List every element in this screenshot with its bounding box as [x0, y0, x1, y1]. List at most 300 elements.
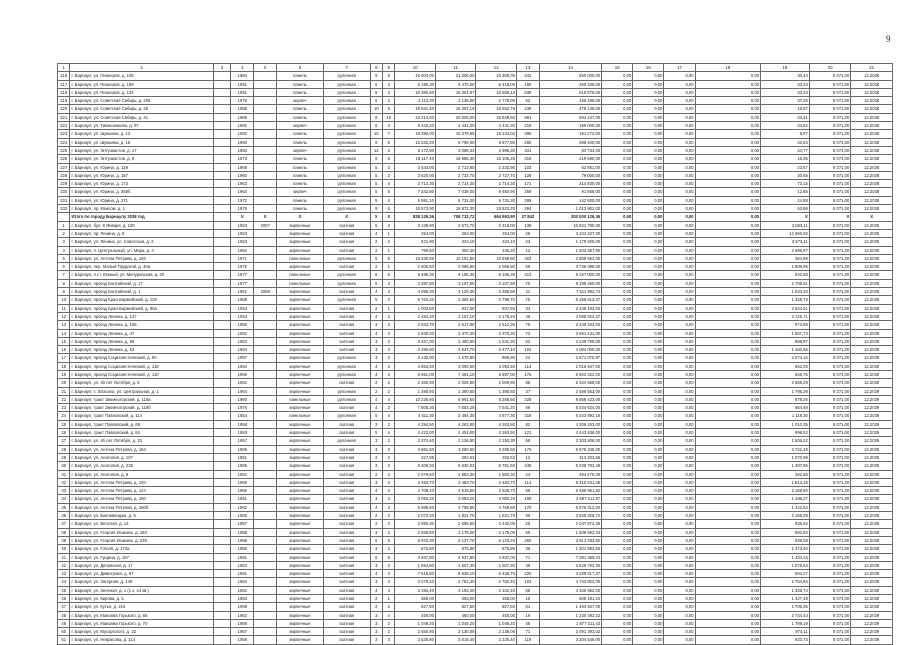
table-cell: 2 167,10 [435, 312, 476, 320]
table-cell: панель [277, 163, 324, 171]
table-cell: 0,00 [664, 586, 695, 594]
table-cell: 91 566,00 [539, 188, 601, 196]
table-cell: 0,00 [695, 545, 760, 553]
table-cell: 0,00 [602, 619, 633, 627]
table-cell: 4 708,10 [395, 487, 436, 495]
table-cell: 8 071,00 [809, 238, 851, 246]
table-cell: 1 557,74 [761, 329, 810, 337]
table-cell: 0,00 [633, 180, 664, 188]
table-cell: 3 [370, 346, 382, 354]
table-cell: 47 [58, 603, 70, 611]
table-cell: 4 [383, 578, 395, 586]
table-cell: 3 172,50 [395, 146, 436, 154]
table-cell: 0,00 [602, 536, 633, 544]
table-cell: 2 166,29 [761, 512, 810, 520]
table-cell: кирпичные [277, 528, 324, 536]
table-cell: кирпичные [277, 354, 324, 362]
table-cell: 313 [516, 271, 539, 279]
table-cell [213, 354, 231, 362]
table-cell: 6 923,30 [395, 536, 436, 544]
table-cell: 12.2038 [851, 171, 893, 179]
table-cell: г. Барнаул, проезд Социалистический, д. 90 [70, 354, 213, 362]
table-cell: 8 [58, 279, 70, 287]
table-cell: 33,34 [761, 88, 810, 96]
table-cell [213, 603, 231, 611]
table-cell: 2 [383, 528, 395, 536]
table-cell: 9 186,30 [435, 271, 476, 279]
table-cell [213, 213, 231, 221]
table-cell: 3 [383, 163, 395, 171]
table-cell: 170 [516, 503, 539, 511]
table-cell: 0,00 [695, 636, 760, 644]
table-cell: 3 093,50 [476, 362, 517, 370]
table-cell [254, 636, 277, 644]
table-cell [213, 503, 231, 511]
table-cell: 0,00 [664, 279, 695, 287]
table-cell: 2 528 764,30 [539, 561, 601, 569]
table-cell: 12.2039 [851, 487, 893, 495]
table-cell: 2 [383, 437, 395, 445]
table-cell: 2 [370, 595, 382, 603]
table-cell: 0,00 [633, 520, 664, 528]
table-cell: 2 [383, 603, 395, 611]
table-cell: скатная [323, 221, 370, 229]
table-cell: 1 578,54 [761, 561, 810, 569]
table-cell: кирпичные [277, 387, 324, 395]
table-cell: 38 [516, 545, 539, 553]
table-cell: 3 107,80 [476, 279, 517, 287]
table-row [58, 362, 893, 370]
table-cell: 1982 [231, 130, 254, 138]
table-cell: 0,00 [633, 379, 664, 387]
table-cell: 2 130,09 [435, 628, 476, 636]
table-cell [254, 603, 277, 611]
table-cell: 2 494,20 [395, 312, 436, 320]
table-cell: 0,00 [633, 570, 664, 578]
column-number-header: 13 [516, 64, 539, 72]
table-cell: 0,00 [695, 271, 760, 279]
table-cell: 8 071,00 [809, 412, 851, 420]
table-cell: 31 [58, 470, 70, 478]
table-cell: 331 [516, 146, 539, 154]
page-number: 9 [886, 34, 891, 44]
table-cell: 0,00 [695, 171, 760, 179]
table-cell: 0,00 [633, 279, 664, 287]
table-row [58, 603, 893, 611]
table-cell: г. Барнаул, проезд Ленина, д. 47 [70, 329, 213, 337]
table-cell: 1 [383, 304, 395, 312]
table-cell: скатная [323, 321, 370, 329]
table-cell: скатная [323, 487, 370, 495]
table-cell [213, 221, 231, 229]
table-cell [254, 329, 277, 337]
table-cell: 20 [58, 379, 70, 387]
table-cell: 9 186,30 [476, 271, 517, 279]
table-cell: 302 000 126,36 [539, 213, 601, 221]
table-cell: 0,00 [602, 453, 633, 461]
table-cell: скатная [323, 636, 370, 644]
table-cell: 327,85 [395, 453, 436, 461]
capital-repair-table [57, 63, 893, 645]
table-cell: 2 [383, 379, 395, 387]
table-cell [213, 196, 231, 204]
table-cell: 220 [516, 570, 539, 578]
table-cell: 23 [58, 404, 70, 412]
table-cell: кирпичные [277, 595, 324, 603]
table-cell: 0,00 [664, 155, 695, 163]
table-cell: 313 303,56 [539, 453, 601, 461]
table-cell [254, 512, 277, 520]
table-cell: 2 [370, 520, 382, 528]
table-cell: 0,00 [695, 512, 760, 520]
table-cell: скатная [323, 536, 370, 544]
table-cell: 5 [370, 279, 382, 287]
table-cell: 3 396,90 [476, 288, 517, 296]
column-number-header-row [58, 64, 893, 72]
table-cell: 2 [58, 229, 70, 237]
table-cell: панель [277, 72, 324, 80]
table-cell [254, 296, 277, 304]
table-cell: 0,00 [633, 146, 664, 154]
table-cell: 3 515,00 [435, 487, 476, 495]
table-cell: 12.2038 [851, 146, 893, 154]
table-cell: кирпичные [277, 229, 324, 237]
table-cell: 3 [370, 437, 382, 445]
table-cell: 8 071,00 [809, 512, 851, 520]
table-cell: 41 [58, 553, 70, 561]
table-cell: 1961 [231, 495, 254, 503]
table-cell: 4 306 253,00 [539, 420, 601, 428]
table-cell: 0,00 [602, 429, 633, 437]
table-cell: 0,00 [664, 561, 695, 569]
table-cell: 1993 [231, 138, 254, 146]
table-cell: 3 [370, 545, 382, 553]
table-cell [254, 254, 277, 262]
table-cell: 3 [370, 578, 382, 586]
table-cell: 8 071,00 [809, 337, 851, 345]
table-cell: 12 [516, 453, 539, 461]
column-number-header: 6 [277, 64, 324, 72]
table-cell: 20 605,00 [435, 113, 476, 121]
table-cell: 0,00 [633, 586, 664, 594]
table-cell: панельные [277, 271, 324, 279]
table-row [58, 578, 893, 586]
table-row [58, 470, 893, 478]
table-cell: 2 517,80 [435, 321, 476, 329]
table-cell: 5 [370, 536, 382, 544]
table-cell: 0,00 [602, 188, 633, 196]
table-cell [213, 370, 231, 378]
table-cell: 0,00 [633, 404, 664, 412]
table-cell: 8 651,00 [395, 370, 436, 378]
table-cell: скатная [323, 229, 370, 237]
table-cell: г. Барнаул, проезд Ленина, д. 127 [70, 312, 213, 320]
table-cell: 5 731,30 [476, 196, 517, 204]
table-cell: скатная [323, 404, 370, 412]
table-cell: 12.2038 [851, 122, 893, 130]
table-cell: 0,00 [664, 553, 695, 561]
table-cell [213, 122, 231, 130]
table-row [58, 619, 893, 627]
table-cell: 2008 [254, 288, 277, 296]
table-cell: 3 102,40 [476, 586, 517, 594]
table-cell: 0,00 [602, 80, 633, 88]
table-cell: скатная [323, 263, 370, 271]
table-cell [213, 138, 231, 146]
table-cell: 450,00 [395, 611, 436, 619]
table-cell: 0,00 [633, 163, 664, 171]
table-cell: 227 [58, 163, 70, 171]
table-cell: 1 160,66 [761, 346, 810, 354]
capital-repair-table-container [57, 63, 893, 645]
table-cell [213, 279, 231, 287]
table-cell: 8 071,00 [809, 536, 851, 544]
table-cell: 46 [58, 595, 70, 603]
table-cell: 0,00 [602, 329, 633, 337]
table-cell: 6 [383, 105, 395, 113]
table-row [58, 520, 893, 528]
table-cell: 828 139,36 [395, 213, 436, 221]
table-cell: 2 830,20 [395, 329, 436, 337]
table-cell: 0,00 [602, 387, 633, 395]
table-row [58, 180, 893, 188]
table-cell: 36 [58, 512, 70, 520]
table-cell: 229 [58, 180, 70, 188]
column-number-header: 4 [231, 64, 254, 72]
table-cell [213, 321, 231, 329]
table-cell: 2 [370, 453, 382, 461]
table-cell: г. Барнаул, проезд Балтийский, д. 17 [70, 279, 213, 287]
table-cell: 0,00 [602, 113, 633, 121]
table-cell: 0,00 [695, 238, 760, 246]
table-cell: 0,00 [633, 561, 664, 569]
table-cell [254, 379, 277, 387]
column-number-header: 10 [395, 64, 436, 72]
table-cell: 1954 [231, 346, 254, 354]
table-cell: 6 [383, 271, 395, 279]
table-cell [213, 304, 231, 312]
table-cell [213, 404, 231, 412]
table-cell: X [809, 213, 851, 221]
table-row [58, 163, 893, 171]
table-cell: 0,00 [633, 130, 664, 138]
table-cell: 3 [370, 561, 382, 569]
table-cell: панель [277, 130, 324, 138]
table-cell: 8 071,00 [809, 122, 851, 130]
table-cell: 0,00 [602, 304, 633, 312]
table-cell: 2 528,70 [476, 487, 517, 495]
table-cell: 0,00 [695, 578, 760, 586]
table-cell: 0,00 [695, 138, 760, 146]
table-cell: 0,00 [602, 130, 633, 138]
table-cell: панель [277, 205, 324, 213]
table-cell: 7 [58, 271, 70, 279]
table-cell: 0,00 [633, 412, 664, 420]
table-cell: рулонная [323, 122, 370, 130]
table-cell: 923,73 [761, 636, 810, 644]
table-cell: 2 558,50 [395, 528, 436, 536]
table-row [58, 545, 893, 553]
table-cell: 0,00 [633, 346, 664, 354]
table-cell: 75 [516, 296, 539, 304]
table-cell: 3 [370, 478, 382, 486]
table-cell: 0,00 [695, 155, 760, 163]
table-cell: 24,77 [761, 146, 810, 154]
table-cell: 3 861,50 [395, 445, 436, 453]
table-cell: 0,00 [664, 478, 695, 486]
table-cell: г. Барнаул, ул. Загорная, д. 149 [70, 578, 213, 586]
table-cell: 1 326,74 [761, 586, 810, 594]
table-cell: г. Барнаул, п.г.т. Южный, ул. Мичуринская, д. 20 [70, 271, 213, 279]
table-cell: 12.2039 [851, 329, 893, 337]
table-row [58, 271, 893, 279]
table-cell: 12.2039 [851, 528, 893, 536]
table-cell: 109 [516, 495, 539, 503]
table-cell: 27 [58, 437, 70, 445]
table-cell [254, 462, 277, 470]
table-cell: кирпичные [277, 321, 324, 329]
table-cell: 1991 [231, 88, 254, 96]
table-cell: 82 [516, 420, 539, 428]
column-number-header: 11 [435, 64, 476, 72]
table-cell: кирпичные [277, 628, 324, 636]
table-row [58, 561, 893, 569]
table-cell: 1 789,19 [761, 619, 810, 627]
table-cell: 10 [370, 105, 382, 113]
table-cell: скатная [323, 561, 370, 569]
table-cell: 1963 [231, 595, 254, 603]
table-cell: 2 232,90 [476, 163, 517, 171]
table-cell: 0,00 [664, 138, 695, 146]
table-cell: рулонная [323, 130, 370, 138]
table-cell: 3 516,40 [435, 636, 476, 644]
table-cell: 37 [516, 387, 539, 395]
table-cell [254, 163, 277, 171]
table-cell: 50 [58, 628, 70, 636]
table-cell: скатная [323, 512, 370, 520]
table-cell: панель [277, 138, 324, 146]
table-cell: 4 [383, 288, 395, 296]
table-cell: 3 946 326,72 [539, 512, 601, 520]
table-cell: 12.2039 [851, 445, 893, 453]
table-cell: 1954 [231, 362, 254, 370]
table-cell: 8 071,00 [809, 387, 851, 395]
table-row [58, 105, 893, 113]
table-cell [213, 595, 231, 603]
table-row [58, 246, 893, 254]
table-cell: 32 [58, 478, 70, 486]
table-cell: 12.2039 [851, 263, 893, 271]
table-cell: 4 [383, 586, 395, 594]
table-cell: 0,00 [602, 196, 633, 204]
table-cell: 175 [516, 370, 539, 378]
table-cell: 542,88 [761, 271, 810, 279]
table-cell: г. Барнаул, проезд Балтийский, д. 1 [70, 288, 213, 296]
table-cell: 113 [516, 362, 539, 370]
table-cell: 350,40 [435, 246, 476, 254]
column-number-header: 15 [602, 64, 633, 72]
table-cell: 2 734,43 [761, 611, 810, 619]
table-cell: кирпичные [277, 404, 324, 412]
table-cell: г. Барнаул, ул. Юрина, д. 129 [70, 163, 213, 171]
table-cell: г. Барнаул, ул. Анатолия, д. 235 [70, 462, 213, 470]
table-cell: 0,00 [602, 279, 633, 287]
table-cell: 1 883,30 [476, 470, 517, 478]
table-cell: 12.2038 [851, 80, 893, 88]
table-cell: 2 [383, 354, 395, 362]
table-cell: 0,00 [633, 487, 664, 495]
table-cell: 4 [383, 279, 395, 287]
table-cell: 2 [383, 337, 395, 345]
table-cell [254, 536, 277, 544]
table-cell: кирпичные [277, 362, 324, 370]
table-row [58, 553, 893, 561]
table-cell: 3 483,70 [395, 478, 436, 486]
table-cell: 292,53 [476, 453, 517, 461]
table-cell: г. Барнаул, ул. Веселая, д. 14 [70, 520, 213, 528]
table-cell: 0,00 [633, 321, 664, 329]
table-cell: 0,00 [695, 595, 760, 603]
table-cell: 0,00 [695, 354, 760, 362]
table-cell: 0,00 [695, 88, 760, 96]
table-cell: 52 [516, 337, 539, 345]
table-cell: 4 263,80 [476, 420, 517, 428]
table-cell [213, 188, 231, 196]
table-cell: 335,20 [476, 246, 517, 254]
table-cell: 62 [516, 97, 539, 105]
table-cell: 12.2039 [851, 536, 893, 544]
table-cell: 0,00 [602, 146, 633, 154]
table-cell: 0,00 [664, 437, 695, 445]
table-cell: 16 390,60 [395, 88, 436, 96]
table-cell: 3 543,00 [395, 163, 436, 171]
table-cell: 0,00 [602, 122, 633, 130]
table-cell: кирпичные [277, 636, 324, 644]
table-cell: 228 [58, 171, 70, 179]
table-cell [254, 595, 277, 603]
table-cell [254, 188, 277, 196]
table-cell: г. Барнаул, ул. Георгия Исакова, д. 235 [70, 536, 213, 544]
table-cell: 2 505,50 [395, 263, 436, 271]
table-cell: 0,00 [602, 512, 633, 520]
table-row [58, 462, 893, 470]
table-cell: 0,00 [695, 196, 760, 204]
table-cell [254, 321, 277, 329]
table-cell: рулонная [323, 113, 370, 121]
table-cell: 26 [516, 229, 539, 237]
table-cell: г. Барнаул, проезд Социалистический, д. 118 [70, 362, 213, 370]
table-cell: 9 [370, 205, 382, 213]
table-cell: 1 049,20 [395, 619, 436, 627]
table-row [58, 80, 893, 88]
table-cell: 0,00 [664, 487, 695, 495]
table-cell: 1958 [231, 478, 254, 486]
column-number-header: 5 [254, 64, 277, 72]
table-cell: 2 [383, 453, 395, 461]
table-cell: 0,00 [664, 246, 695, 254]
table-cell: кирпичные [277, 561, 324, 569]
table-cell: панельные [277, 412, 324, 420]
table-cell: 8 071,00 [809, 72, 851, 80]
table-cell: 2 066,80 [476, 263, 517, 271]
table-cell: 5 [370, 429, 382, 437]
table-cell: скатная [323, 553, 370, 561]
table-cell: 8 071,00 [809, 130, 851, 138]
table-cell: 4 [370, 370, 382, 378]
table-cell: 5 [370, 221, 382, 229]
table-cell: 0,00 [602, 437, 633, 445]
table-cell: 37 [58, 520, 70, 528]
